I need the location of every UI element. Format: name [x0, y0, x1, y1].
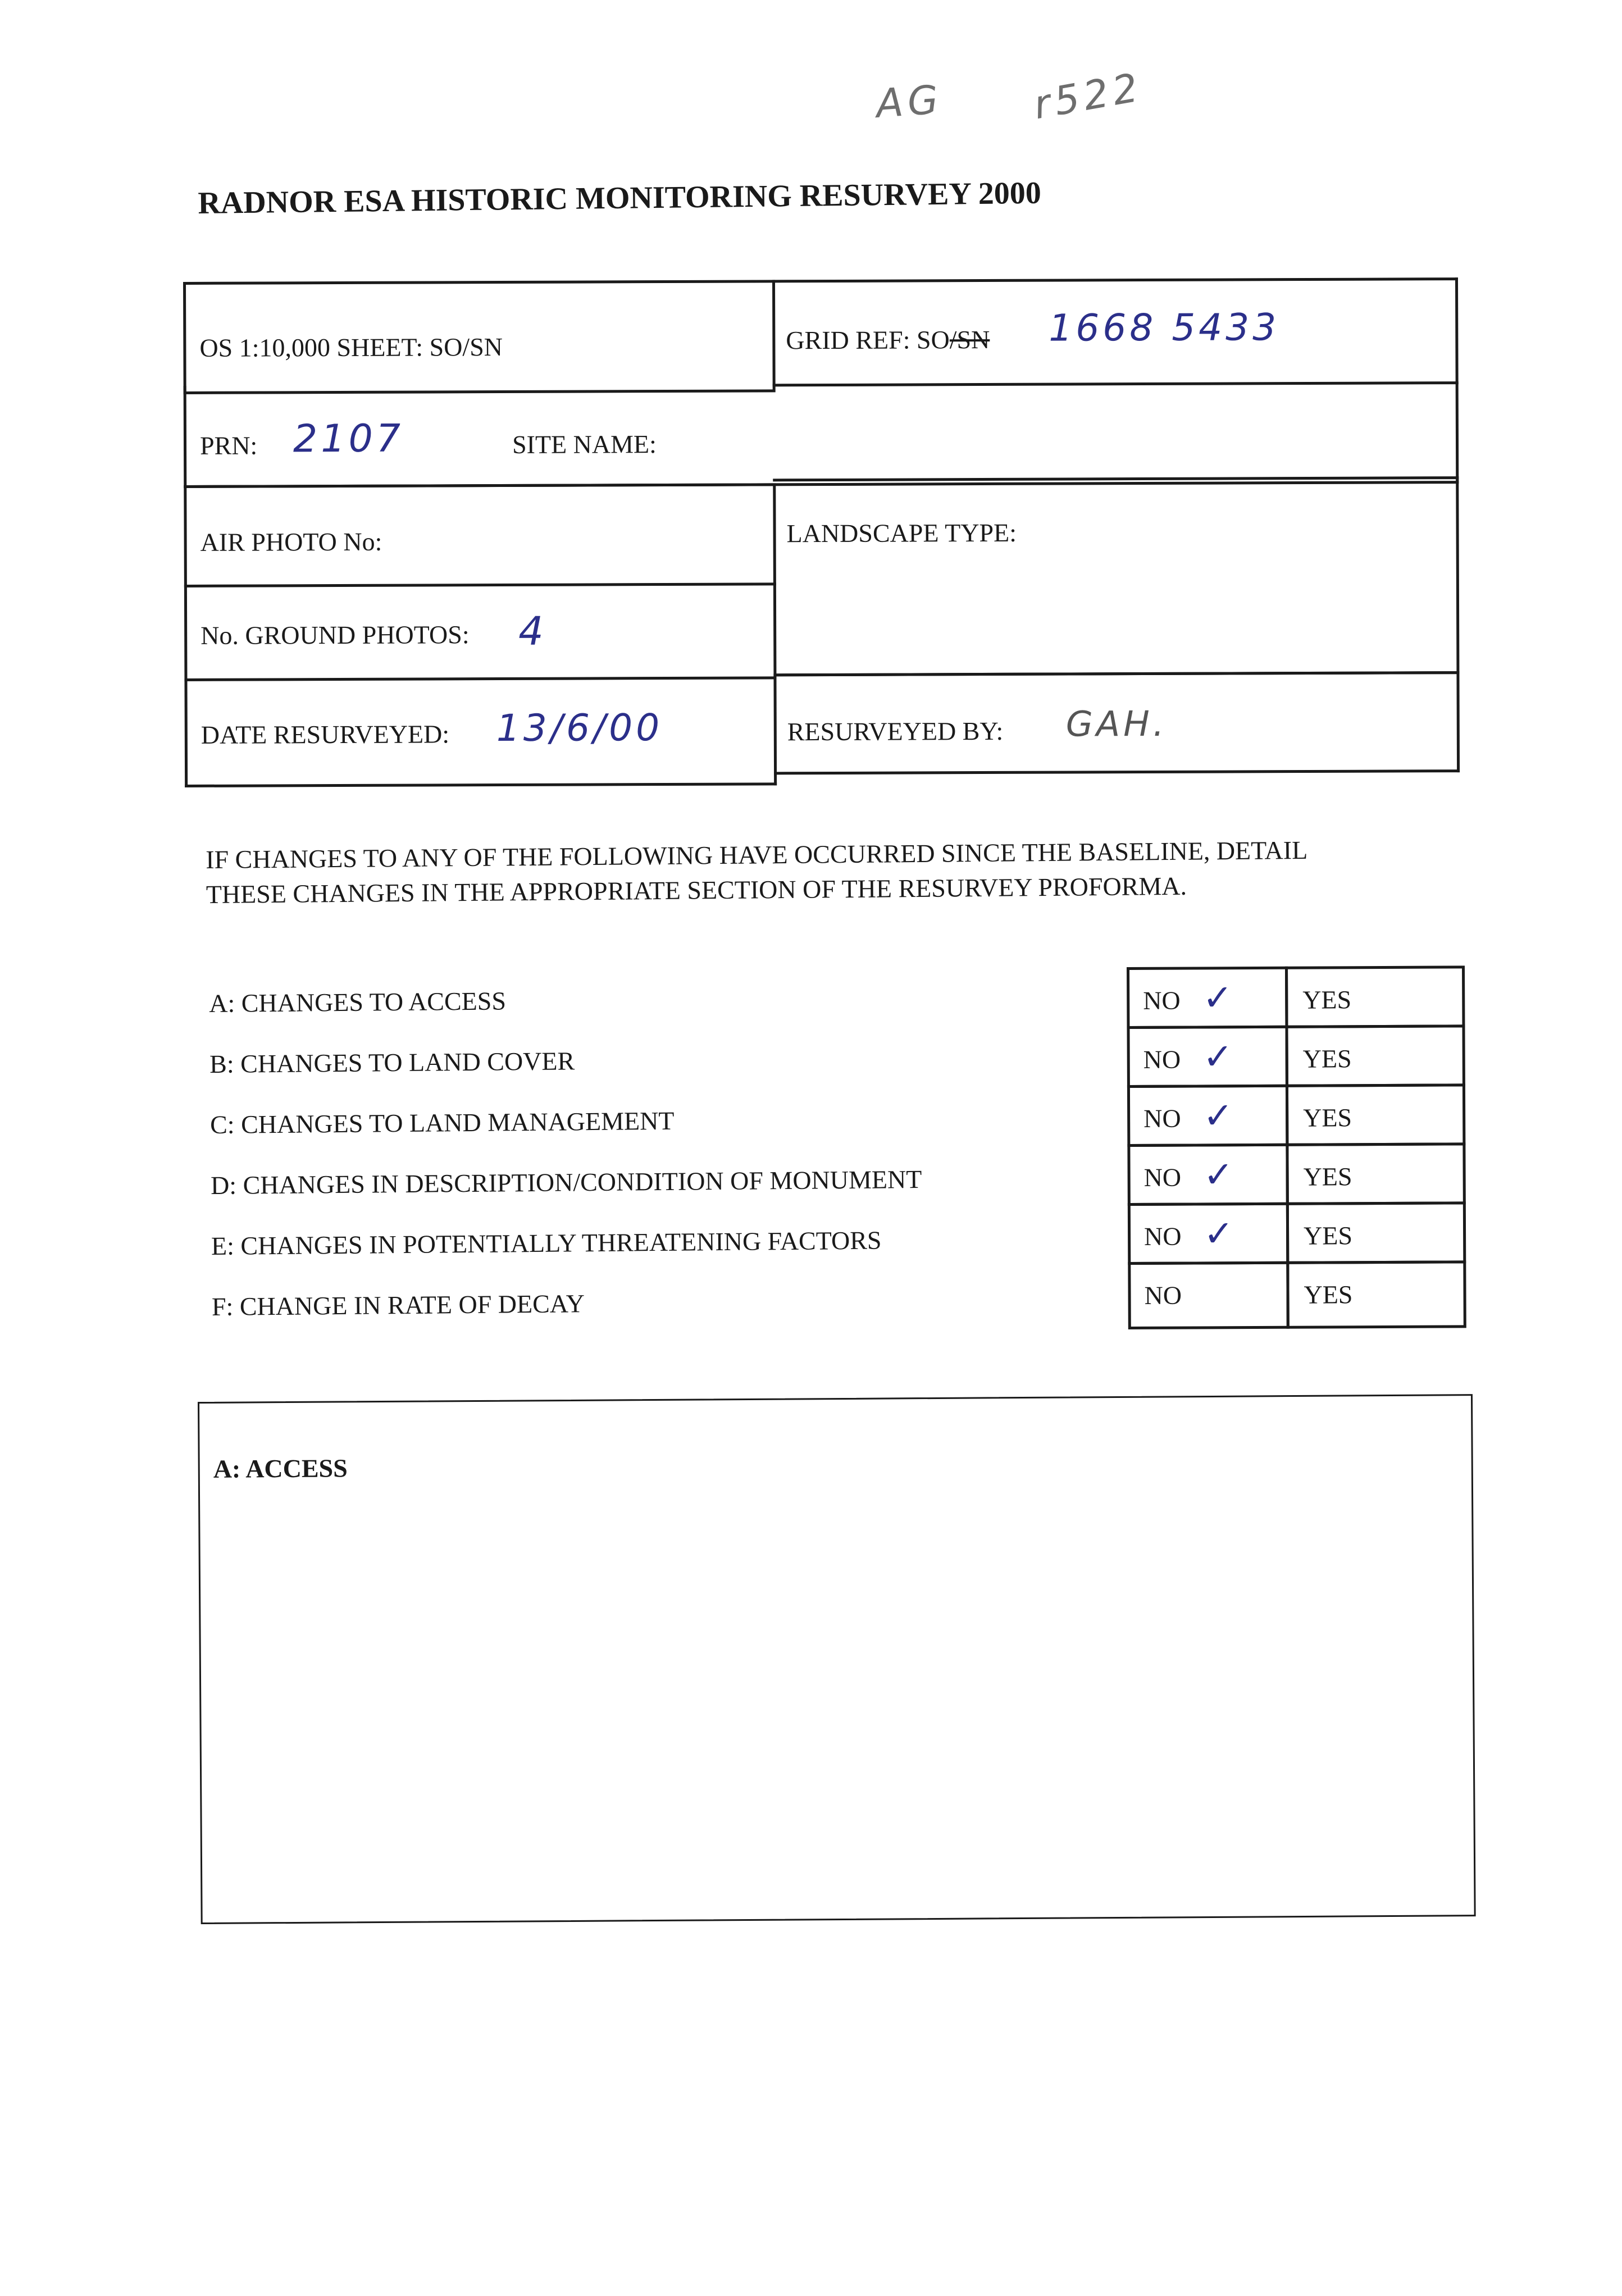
- resurveyed-by-label: RESURVEYED BY:: [787, 716, 1004, 746]
- resurveyed-by-value[interactable]: GAH.: [1065, 703, 1168, 745]
- ground-photos-cell: [184, 582, 777, 681]
- yes-checkbox-f[interactable]: YES: [1286, 1260, 1466, 1328]
- tick-mark-d: ✓: [1203, 1154, 1237, 1196]
- yes-no-table: [1127, 965, 1466, 1340]
- access-section[interactable]: [198, 1394, 1476, 1924]
- grid-ref-label: GRID REF: SO/SN: [786, 325, 990, 355]
- yes-no-row-f: [1128, 1260, 1466, 1324]
- instructions-line-1: IF CHANGES TO ANY OF THE FOLLOWING HAVE OCCURRED SINCE THE BASELINE, DETAIL: [206, 835, 1308, 874]
- no-checkbox-b[interactable]: NO ✓: [1127, 1026, 1288, 1088]
- landscape-type-cell: [773, 476, 1459, 676]
- page-title: RADNOR ESA HISTORIC MONITORING RESURVEY 2000: [198, 175, 1042, 221]
- access-section-label: A: ACCESS: [213, 1454, 348, 1483]
- yes-no-row-d: [1127, 1142, 1465, 1206]
- yes-checkbox-b[interactable]: YES: [1285, 1024, 1465, 1087]
- change-item-f: F: CHANGE IN RATE OF DECAY: [211, 1289, 585, 1321]
- tick-mark-a: ✓: [1202, 977, 1237, 1019]
- no-checkbox-e[interactable]: NO ✓: [1128, 1202, 1289, 1265]
- prn-value[interactable]: 2107: [293, 416, 404, 462]
- prn-site-row: [184, 381, 1459, 488]
- change-item-c: C: CHANGES TO LAND MANAGEMENT: [209, 1106, 675, 1139]
- no-checkbox-c[interactable]: NO ✓: [1127, 1085, 1288, 1147]
- top-ref-annotation: r522: [1030, 63, 1146, 129]
- instructions-line-2: THESE CHANGES IN THE APPROPRIATE SECTION OF THE RESURVEY PROFORMA.: [206, 871, 1187, 909]
- prn-label: PRN:: [199, 431, 258, 460]
- no-checkbox-a[interactable]: NO ✓: [1127, 967, 1288, 1029]
- grid-ref-value[interactable]: 1668 5433: [1049, 306, 1280, 350]
- date-resurveyed-label: DATE RESURVEYED:: [201, 719, 450, 749]
- yes-checkbox-a[interactable]: YES: [1285, 965, 1465, 1028]
- landscape-type-label: LANDSCAPE TYPE:: [786, 518, 1017, 548]
- change-item-b: B: CHANGES TO LAND COVER: [209, 1046, 575, 1078]
- yes-no-row-e: [1128, 1201, 1466, 1265]
- changes-list: [209, 981, 1108, 1321]
- header-table: [183, 277, 1460, 787]
- air-photo-cell: [184, 483, 776, 587]
- air-photo-label: AIR PHOTO No:: [200, 527, 382, 557]
- top-code-annotation: AG: [874, 76, 944, 127]
- instructions: [206, 831, 1464, 912]
- yes-checkbox-e[interactable]: YES: [1286, 1201, 1466, 1264]
- date-resurveyed-value[interactable]: 13/6/00: [496, 706, 663, 750]
- grid-ref-cell: [772, 277, 1459, 386]
- os-sheet-label: OS 1:10,000 SHEET: SO/SN: [199, 332, 503, 362]
- date-resurveyed-cell: [184, 676, 777, 787]
- yes-no-row-c: [1127, 1083, 1465, 1147]
- change-item-d: D: CHANGES IN DESCRIPTION/CONDITION OF MONUMENT: [210, 1164, 922, 1200]
- no-checkbox-f[interactable]: NO: [1128, 1261, 1290, 1329]
- tick-mark-b: ✓: [1202, 1036, 1237, 1078]
- ground-photos-value[interactable]: 4: [518, 608, 547, 654]
- os-sheet-cell: [183, 280, 776, 394]
- no-checkbox-d[interactable]: NO ✓: [1127, 1144, 1288, 1206]
- yes-checkbox-c[interactable]: YES: [1286, 1083, 1465, 1146]
- tick-mark-c: ✓: [1202, 1095, 1237, 1137]
- yes-no-row-a: [1127, 965, 1465, 1029]
- change-item-e: E: CHANGES IN POTENTIALLY THREATENING FACTORS: [211, 1226, 882, 1260]
- change-item-a: A: CHANGES TO ACCESS: [209, 986, 507, 1018]
- resurveyed-by-cell: [773, 671, 1460, 775]
- ground-photos-label: No. GROUND PHOTOS:: [201, 620, 470, 650]
- yes-no-row-b: [1127, 1024, 1465, 1088]
- tick-mark-e: ✓: [1203, 1213, 1237, 1255]
- site-name-label: SITE NAME:: [512, 430, 657, 459]
- yes-checkbox-d[interactable]: YES: [1286, 1142, 1465, 1205]
